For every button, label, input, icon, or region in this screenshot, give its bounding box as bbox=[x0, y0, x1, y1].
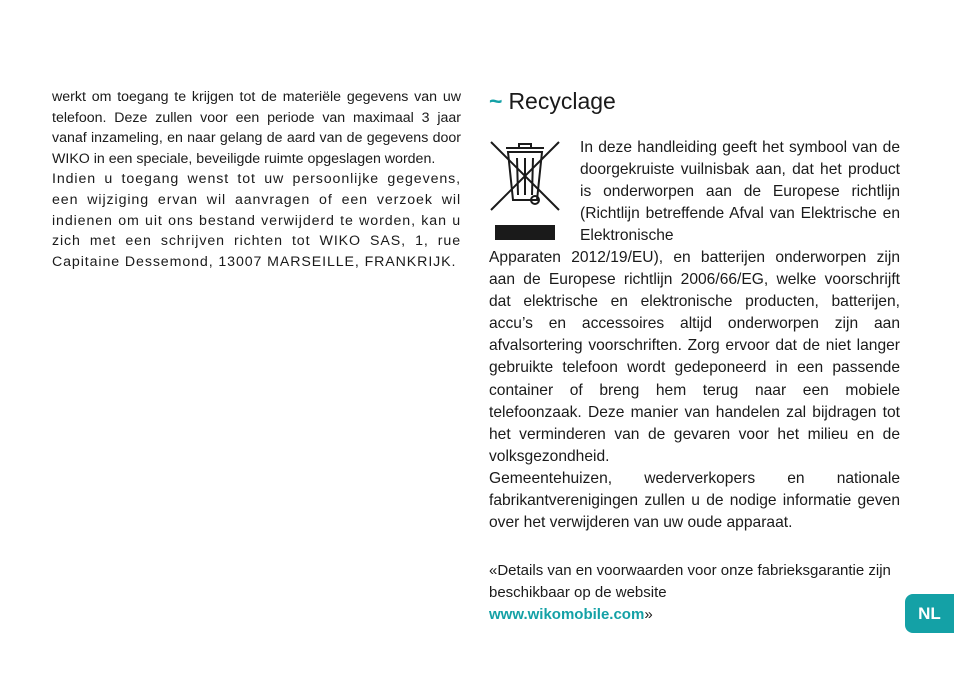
language-tab: NL bbox=[905, 594, 954, 633]
recycling-information-paragraph: Gemeentehuizen, wederverkopers en nationale fabrikantverenigingen zullen u de nodige informatie geven over het verwijderen van uw oude apparaat. bbox=[489, 469, 900, 532]
warranty-text: «Details van en voorwaarden voor onze fabrieksgarantie zijn beschikbaar op de website bbox=[489, 562, 891, 601]
heading-text: Recyclage bbox=[508, 88, 616, 114]
crossed-out-wheelie-bin-icon bbox=[489, 140, 561, 240]
data-access-paragraph: Indien u toegang wenst tot uw persoonlijke gegevens, een wijziging ervan wil aanvragen of een verzoek wil indienen om uit ons bestand verwijderd te worden, kan u zich met een schrijven richten tot WIKO SAS, 1, rue Capitaine Dessemond, 13007 MARSEILLE, FRANKRIJK. bbox=[52, 171, 461, 270]
recycling-body bbox=[489, 247, 900, 534]
recycling-intro bbox=[580, 137, 900, 247]
recycling-intro-text: In deze handleiding geeft het symbool van de doorgekruiste vuilnisbak aan, dat het product is onderworpen aan de Europese richtlijn (Richtlijn betreffende Afval van Elektrische en Elektronische bbox=[580, 139, 900, 245]
warranty-note bbox=[489, 560, 900, 626]
heading-tilde: ~ bbox=[489, 88, 503, 114]
warranty-closing-quote: » bbox=[644, 606, 653, 623]
data-storage-paragraph: werkt om toegang te krijgen tot de materiële gegevens van uw telefoon. Deze zullen voor een periode van maximaal 3 jaar vanaf inzameling, en naar gelang de aard van de gegevens door WIKO in een speciale, beveiligde ruimte opgeslagen worden. bbox=[52, 89, 461, 167]
wikomobile-link[interactable]: www.wikomobile.com bbox=[489, 606, 645, 623]
recycling-directive-paragraph: Apparaten 2012/19/EU), en batterijen onderworpen zijn aan de Europese richtlijn 2006/66/EG, welke voorschrijft dat elektrische en elektronische producten, batterijen, accu’s en accessoires altijd onderworpen zijn aan afvalsortering voorschriften. Zorg ervoor dat de niet langer gebruikte telefoon wordt gedeponeerd in een passende container of breng hem terug naar een mobiele telefoonzaak. Deze manier van handelen zal bijdragen tot het verminderen van de gevaren voor het milieu en de volksgezondheid. bbox=[489, 249, 900, 465]
left-column bbox=[52, 87, 461, 272]
recycling-heading bbox=[489, 86, 616, 116]
